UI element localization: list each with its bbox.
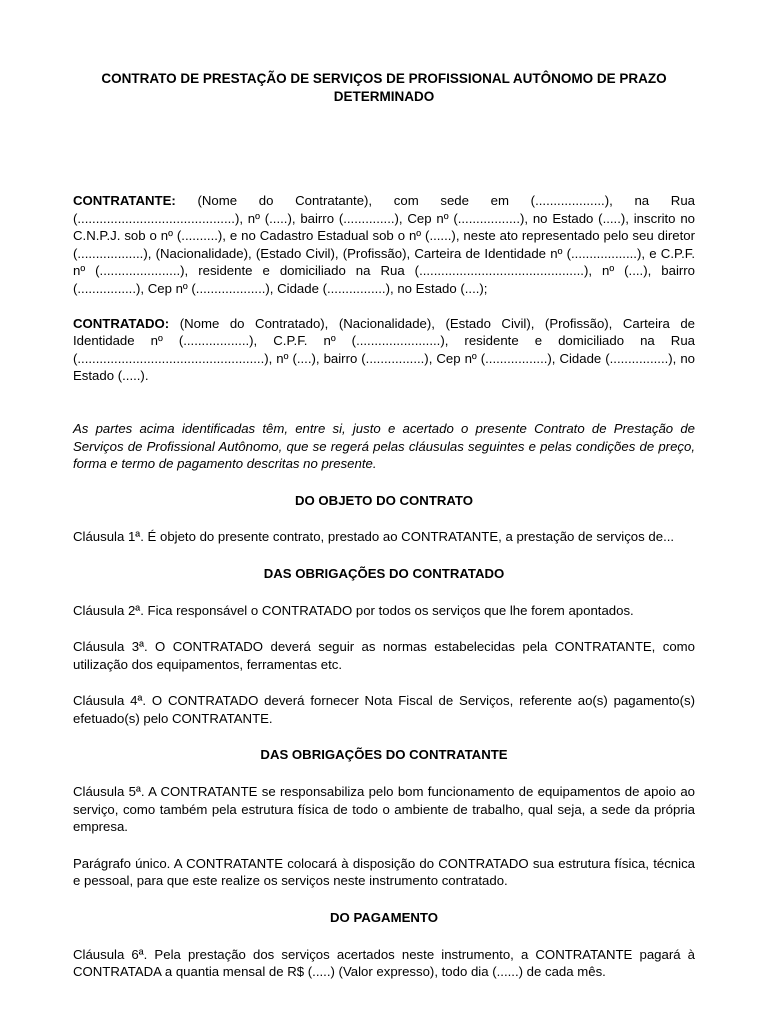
section-heading-pagamento: DO PAGAMENTO — [330, 910, 438, 926]
contratado-label: CONTRATADO: — [73, 315, 170, 331]
contratante-label: CONTRATANTE: — [73, 193, 176, 208]
clause-3: Cláusula 3ª. O CONTRATADO deverá seguir as normas estabelecidas pela CONTRATANTE, como utilização dos equipamentos, ferramentas etc. — [73, 639, 695, 672]
contratante-text: (Nome do Contratante), com sede em (...................), na Rua (...........................................), nº (.....), bairro (..............), Cep nº (.................), no Estado (.....), inscrito no C.N.P.J. sob o nº (..........), e no Cadastro Estadual sob o nº (......), neste ato representado pelo seu diretor (..................), (Nacionalidade), (Estado Civil), (Profissão), Carteira de Identidade nº (..................), e C.P.F. nº (......................), residente e domiciliado na Rua (.............................................), nº (....), bairro (................), Cep nº (...................), Cidade (................), no Estado (....); — [73, 193, 695, 296]
section-heading-obrigacoes-contratante: DAS OBRIGAÇÕES DO CONTRATANTE — [260, 747, 508, 763]
document-title: CONTRATO DE PRESTAÇÃO DE SERVIÇOS DE PROFISSIONAL AUTÔNOMO DE PRAZO DETERMINADO — [101, 71, 667, 104]
section-heading-obrigacoes-contratado: DAS OBRIGAÇÕES DO CONTRATADO — [263, 565, 505, 581]
contratado-paragraph — [73, 315, 695, 385]
clause-4: Cláusula 4ª. O CONTRATADO deverá fornecer Nota Fiscal de Serviços, referente ao(s) pagamento(s) efetuado(s) pelo CONTRATANTE. — [73, 693, 695, 726]
contratante-paragraph — [73, 192, 695, 298]
clause-2: Cláusula 2ª. Fica responsável o CONTRATADO por todos os serviços que lhe forem apontados. — [73, 602, 634, 618]
clause-5: Cláusula 5ª. A CONTRATANTE se responsabiliza pelo bom funcionamento de equipamentos de apoio ao serviço, como também pela estrutura física de todo o ambiente de trabalho, qual seja, a sede da própria empresa. — [73, 784, 695, 835]
clause-6: Cláusula 6ª. Pela prestação dos serviços acertados neste instrumento, a CONTRATANTE pagará à CONTRATADA a quantia mensal de R$ (.....) (Valor expresso), todo dia (......) de cada mês. — [73, 946, 695, 980]
section-heading-objeto: DO OBJETO DO CONTRATO — [294, 492, 474, 508]
paragrafo-unico: Parágrafo único. A CONTRATANTE colocará à disposição do CONTRATADO sua estrutura física, técnica e pessoal, para que este realize os serviços neste instrumento contratado. — [73, 855, 695, 889]
intro-paragraph: As partes acima identificadas têm, entre si, justo e acertado o presente Contrato de Prestação de Serviços de Profissional Autônomo, que se regerá pelas cláusulas seguintes e pelas condições de preço, forma e termo de pagamento descritas no presente. — [73, 420, 695, 472]
clause-1: Cláusula 1ª. É objeto do presente contrato, prestado ao CONTRATANTE, a prestação de serviços de... — [73, 529, 675, 545]
title-spacer — [73, 106, 695, 192]
contratado-text: (Nome do Contratado), (Nacionalidade), (Estado Civil), (Profissão), Carteira de Identidade nº (..................), C.P.F. nº (.......................), residente e domiciliado na Rua (...................................................), nº (....), bairro (................), Cep nº (.................), Cidade (................), no Estado (.....). — [73, 315, 695, 384]
